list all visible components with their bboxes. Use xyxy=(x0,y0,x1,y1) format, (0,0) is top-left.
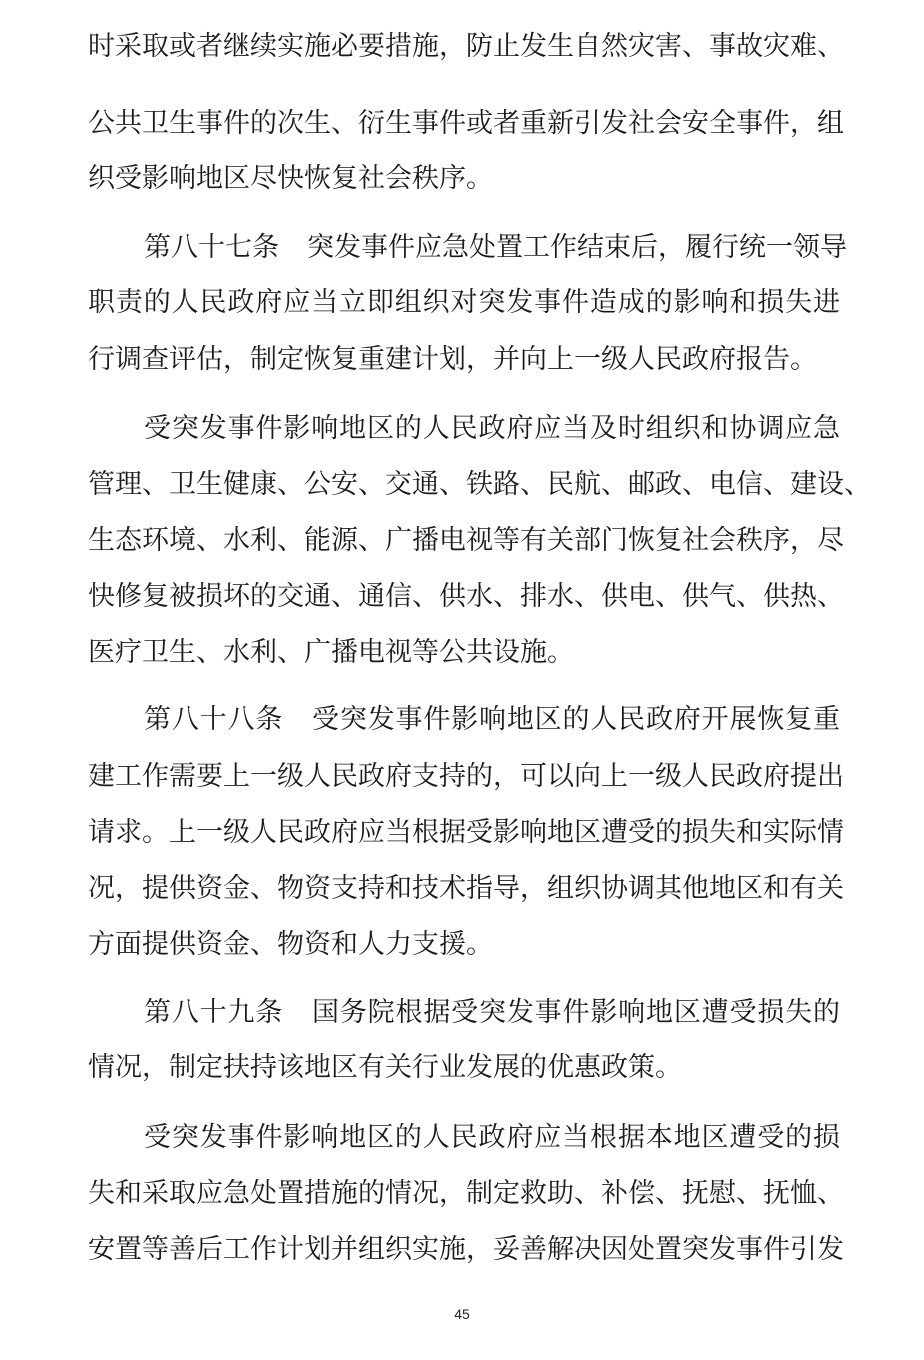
body-line: 情况，制定扶持该地区有关行业发展的优惠政策。 xyxy=(88,1052,682,1083)
body-line: 请求。上一级人民政府应当根据受影响地区遭受的损失和实际情 xyxy=(88,817,844,848)
body-line: 职责的人民政府应当立即组织对突发事件造成的影响和损失进 xyxy=(88,287,840,318)
body-line: 建工作需要上一级人民政府支持的，可以向上一级人民政府提出 xyxy=(88,761,844,792)
body-line: 受突发事件影响地区的人民政府应当及时组织和协调应急 xyxy=(144,413,840,444)
article-88-first-line xyxy=(144,700,840,740)
body-line: 生态环境、水利、能源、广播电视等有关部门恢复社会秩序，尽 xyxy=(88,525,844,556)
body-line: 受突发事件影响地区的人民政府应当根据本地区遭受的损 xyxy=(144,1122,840,1153)
body-line: 安置等善后工作计划并组织实施，妥善解决因处置突发事件引发 xyxy=(88,1234,844,1265)
body-line: 织受影响地区尽快恢复社会秩序。 xyxy=(88,163,493,194)
body-line: 医疗卫生、水利、广播电视等公共设施。 xyxy=(88,637,574,668)
body-line: 方面提供资金、物资和人力支援。 xyxy=(88,929,493,960)
article-heading: 第八十九条 xyxy=(144,997,284,1028)
body-line: 况，提供资金、物资支持和技术指导，组织协调其他地区和有关 xyxy=(88,873,844,904)
body-text: 受突发事件影响地区的人民政府开展恢复重 xyxy=(311,704,841,735)
body-line: 失和采取应急处置措施的情况，制定救助、补偿、抚慰、抚恤、 xyxy=(88,1178,844,1209)
body-line: 时采取或者继续实施必要措施，防止发生自然灾害、事故灾难、 xyxy=(88,31,844,62)
body-text: 国务院根据受突发事件影响地区遭受损失的 xyxy=(311,997,841,1028)
article-heading: 第八十八条 xyxy=(144,704,284,735)
body-text: 突发事件应急处置工作结束后，履行统一领导 xyxy=(307,232,847,263)
article-89-first-line xyxy=(144,993,840,1033)
article-87-first-line xyxy=(144,228,847,268)
body-line: 行调查评估，制定恢复重建计划，并向上一级人民政府报告。 xyxy=(88,344,817,375)
body-line: 快修复被损坏的交通、通信、供水、排水、供电、供气、供热、 xyxy=(88,581,844,612)
body-line: 公共卫生事件的次生、衍生事件或者重新引发社会安全事件，组 xyxy=(88,108,844,139)
body-line: 管理、卫生健康、公安、交通、铁路、民航、邮政、电信、建设、 xyxy=(88,469,871,500)
article-heading: 第八十七条 xyxy=(144,232,279,263)
page-number: 45 xyxy=(454,1306,470,1322)
